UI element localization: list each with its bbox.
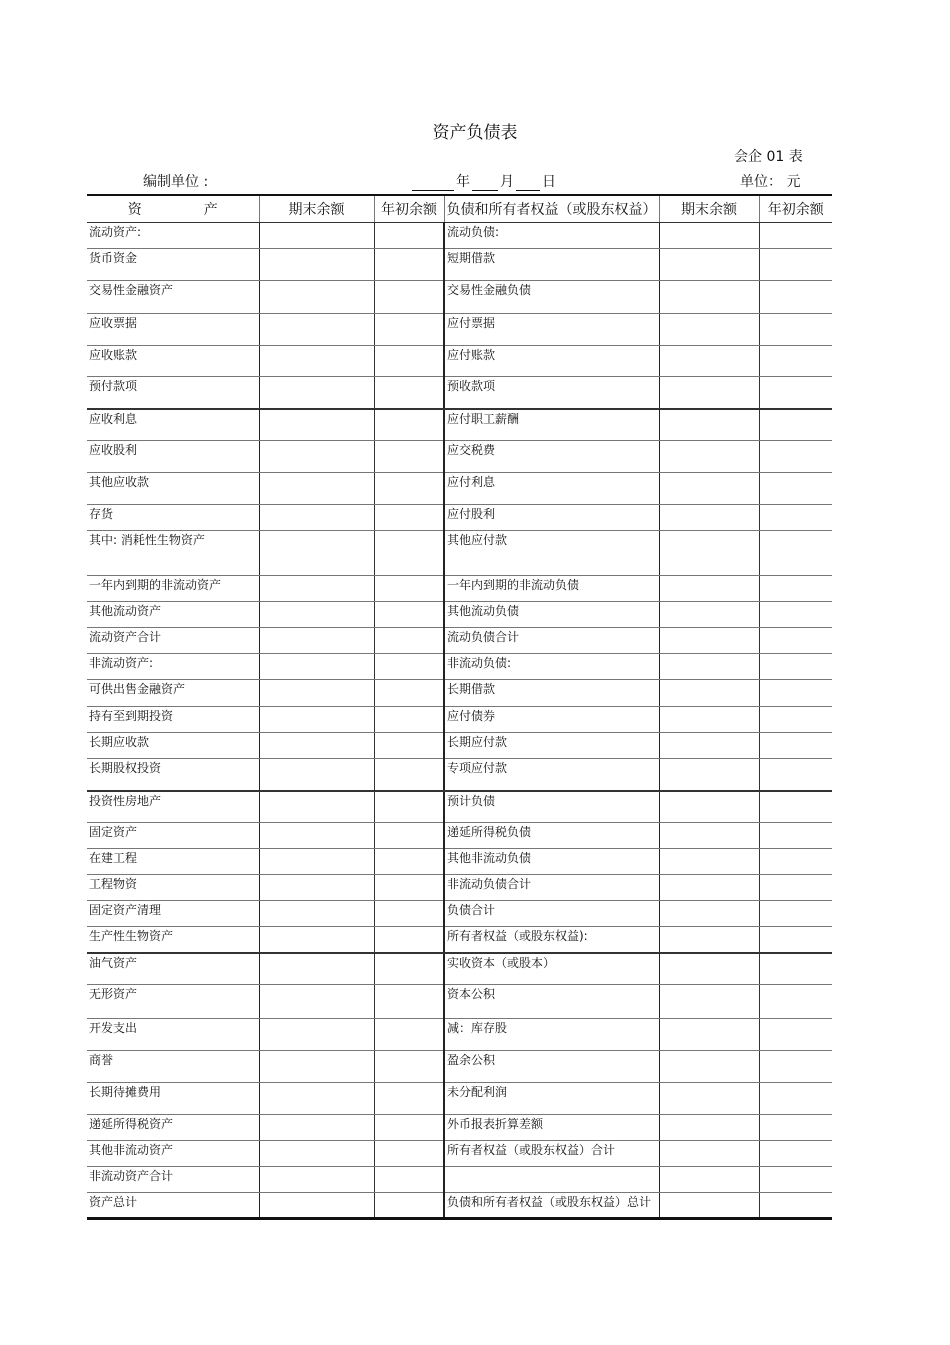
liability-end-balance-cell bbox=[659, 1115, 759, 1141]
asset-end-balance-cell bbox=[259, 377, 374, 409]
table-row bbox=[87, 680, 832, 707]
asset-label: 其他应收款 bbox=[87, 473, 259, 505]
table-row bbox=[87, 531, 832, 576]
liability-begin-balance-cell bbox=[759, 1193, 832, 1219]
liability-end-balance-cell bbox=[659, 654, 759, 680]
table-row bbox=[87, 628, 832, 654]
asset-begin-balance-cell bbox=[374, 628, 444, 654]
liability-end-balance-cell bbox=[659, 927, 759, 953]
table-row bbox=[87, 314, 832, 346]
liability-begin-balance-cell bbox=[759, 346, 832, 377]
table-row bbox=[87, 1115, 832, 1141]
liability-end-balance-cell bbox=[659, 985, 759, 1019]
asset-begin-balance-cell bbox=[374, 249, 444, 281]
liability-label: 其他非流动负债 bbox=[444, 849, 659, 875]
asset-begin-balance-cell bbox=[374, 1193, 444, 1219]
liability-begin-balance-cell bbox=[759, 314, 832, 346]
liability-begin-balance-cell bbox=[759, 849, 832, 875]
liability-end-balance-cell bbox=[659, 875, 759, 901]
liability-label bbox=[444, 1167, 659, 1193]
liability-end-balance-cell bbox=[659, 346, 759, 377]
asset-begin-balance-cell bbox=[374, 733, 444, 759]
asset-end-balance-cell bbox=[259, 602, 374, 628]
liability-end-balance-cell bbox=[659, 576, 759, 602]
asset-label: 流动资产: bbox=[87, 223, 259, 249]
asset-end-balance-cell bbox=[259, 1141, 374, 1167]
asset-end-balance-cell bbox=[259, 223, 374, 249]
col-header-begin-balance-2: 年初余额 bbox=[759, 195, 832, 223]
liability-begin-balance-cell bbox=[759, 409, 832, 441]
liability-begin-balance-cell bbox=[759, 901, 832, 927]
liability-label: 实收资本（或股本） bbox=[444, 953, 659, 985]
liability-begin-balance-cell bbox=[759, 927, 832, 953]
table-row bbox=[87, 1167, 832, 1193]
asset-end-balance-cell bbox=[259, 875, 374, 901]
liability-begin-balance-cell bbox=[759, 377, 832, 409]
table-row bbox=[87, 505, 832, 531]
asset-label: 流动资产合计 bbox=[87, 628, 259, 654]
asset-label: 油气资产 bbox=[87, 953, 259, 985]
liability-begin-balance-cell bbox=[759, 985, 832, 1019]
liability-label: 减：库存股 bbox=[444, 1019, 659, 1051]
asset-end-balance-cell bbox=[259, 1115, 374, 1141]
page-title: 资产负债表 bbox=[432, 123, 518, 143]
liability-label: 盈余公积 bbox=[444, 1051, 659, 1083]
asset-end-balance-cell bbox=[259, 654, 374, 680]
asset-label: 生产性生物资产 bbox=[87, 927, 259, 953]
liability-begin-balance-cell bbox=[759, 1083, 832, 1115]
asset-label: 固定资产 bbox=[87, 823, 259, 849]
asset-begin-balance-cell bbox=[374, 791, 444, 823]
asset-end-balance-cell bbox=[259, 441, 374, 473]
asset-end-balance-cell bbox=[259, 953, 374, 985]
table-body bbox=[87, 223, 832, 1219]
liability-end-balance-cell bbox=[659, 791, 759, 823]
liability-label: 流动负债合计 bbox=[444, 628, 659, 654]
table-row bbox=[87, 823, 832, 849]
table-row bbox=[87, 441, 832, 473]
liability-label: 应付账款 bbox=[444, 346, 659, 377]
asset-label: 货币资金 bbox=[87, 249, 259, 281]
liability-end-balance-cell bbox=[659, 707, 759, 733]
balance-sheet-table bbox=[87, 194, 832, 1220]
asset-end-balance-cell bbox=[259, 409, 374, 441]
liability-label: 应付职工薪酬 bbox=[444, 409, 659, 441]
asset-end-balance-cell bbox=[259, 680, 374, 707]
liability-end-balance-cell bbox=[659, 377, 759, 409]
liability-label: 非流动负债: bbox=[444, 654, 659, 680]
unit-label: 单位： 元 bbox=[740, 174, 801, 190]
table-row bbox=[87, 927, 832, 953]
liability-label: 交易性金融负债 bbox=[444, 281, 659, 314]
table-row bbox=[87, 602, 832, 628]
liability-end-balance-cell bbox=[659, 505, 759, 531]
asset-end-balance-cell bbox=[259, 823, 374, 849]
day-label: 日 bbox=[542, 174, 556, 190]
table-row bbox=[87, 759, 832, 791]
asset-begin-balance-cell bbox=[374, 707, 444, 733]
liability-end-balance-cell bbox=[659, 901, 759, 927]
asset-label: 应收利息 bbox=[87, 409, 259, 441]
liability-label: 应付股利 bbox=[444, 505, 659, 531]
asset-begin-balance-cell bbox=[374, 953, 444, 985]
table-row bbox=[87, 849, 832, 875]
org-label: 编制单位 : bbox=[143, 174, 209, 190]
table-row bbox=[87, 733, 832, 759]
asset-label: 非流动资产: bbox=[87, 654, 259, 680]
liability-label: 应付利息 bbox=[444, 473, 659, 505]
liability-begin-balance-cell bbox=[759, 791, 832, 823]
asset-begin-balance-cell bbox=[374, 473, 444, 505]
asset-begin-balance-cell bbox=[374, 441, 444, 473]
liability-begin-balance-cell bbox=[759, 531, 832, 576]
asset-end-balance-cell bbox=[259, 1083, 374, 1115]
liability-label: 专项应付款 bbox=[444, 759, 659, 791]
asset-label: 商誉 bbox=[87, 1051, 259, 1083]
liability-label: 其他应付款 bbox=[444, 531, 659, 576]
asset-begin-balance-cell bbox=[374, 1083, 444, 1115]
liability-label: 未分配利润 bbox=[444, 1083, 659, 1115]
asset-end-balance-cell bbox=[259, 531, 374, 576]
liability-begin-balance-cell bbox=[759, 823, 832, 849]
month-label: 月 bbox=[500, 174, 514, 190]
asset-label: 资产总计 bbox=[87, 1193, 259, 1219]
asset-begin-balance-cell bbox=[374, 314, 444, 346]
asset-begin-balance-cell bbox=[374, 759, 444, 791]
asset-label: 在建工程 bbox=[87, 849, 259, 875]
asset-label: 持有至到期投资 bbox=[87, 707, 259, 733]
asset-end-balance-cell bbox=[259, 901, 374, 927]
asset-end-balance-cell bbox=[259, 1193, 374, 1219]
liability-end-balance-cell bbox=[659, 849, 759, 875]
liability-end-balance-cell bbox=[659, 823, 759, 849]
liability-label: 所有者权益（或股东权益）合计 bbox=[444, 1141, 659, 1167]
table-row bbox=[87, 377, 832, 409]
asset-begin-balance-cell bbox=[374, 505, 444, 531]
asset-end-balance-cell bbox=[259, 249, 374, 281]
liability-begin-balance-cell bbox=[759, 1167, 832, 1193]
asset-begin-balance-cell bbox=[374, 602, 444, 628]
liability-end-balance-cell bbox=[659, 1083, 759, 1115]
liability-begin-balance-cell bbox=[759, 249, 832, 281]
liability-begin-balance-cell bbox=[759, 733, 832, 759]
liability-end-balance-cell bbox=[659, 602, 759, 628]
asset-end-balance-cell bbox=[259, 1167, 374, 1193]
liability-label: 负债合计 bbox=[444, 901, 659, 927]
liability-begin-balance-cell bbox=[759, 654, 832, 680]
liability-begin-balance-cell bbox=[759, 1115, 832, 1141]
liability-end-balance-cell bbox=[659, 441, 759, 473]
liability-end-balance-cell bbox=[659, 314, 759, 346]
year-blank bbox=[412, 174, 454, 191]
table-row bbox=[87, 985, 832, 1019]
liability-label: 流动负债: bbox=[444, 223, 659, 249]
table-header-row bbox=[87, 195, 832, 223]
asset-begin-balance-cell bbox=[374, 1019, 444, 1051]
asset-label: 递延所得税资产 bbox=[87, 1115, 259, 1141]
liability-end-balance-cell bbox=[659, 1141, 759, 1167]
asset-label: 可供出售金融资产 bbox=[87, 680, 259, 707]
liability-label: 所有者权益（或股东权益): bbox=[444, 927, 659, 953]
asset-label: 长期应收款 bbox=[87, 733, 259, 759]
table-row bbox=[87, 654, 832, 680]
table-row bbox=[87, 1193, 832, 1219]
liability-label: 短期借款 bbox=[444, 249, 659, 281]
table-row bbox=[87, 1051, 832, 1083]
asset-label: 开发支出 bbox=[87, 1019, 259, 1051]
liability-end-balance-cell bbox=[659, 759, 759, 791]
day-blank bbox=[516, 174, 540, 191]
asset-end-balance-cell bbox=[259, 1051, 374, 1083]
liability-end-balance-cell bbox=[659, 249, 759, 281]
liability-label: 应付债券 bbox=[444, 707, 659, 733]
asset-begin-balance-cell bbox=[374, 531, 444, 576]
asset-begin-balance-cell bbox=[374, 409, 444, 441]
liability-label: 非流动负债合计 bbox=[444, 875, 659, 901]
asset-begin-balance-cell bbox=[374, 223, 444, 249]
liability-label: 应交税费 bbox=[444, 441, 659, 473]
col-header-end-balance-2: 期末余额 bbox=[659, 195, 759, 223]
asset-begin-balance-cell bbox=[374, 901, 444, 927]
asset-begin-balance-cell bbox=[374, 1115, 444, 1141]
asset-label: 非流动资产合计 bbox=[87, 1167, 259, 1193]
liability-begin-balance-cell bbox=[759, 281, 832, 314]
asset-end-balance-cell bbox=[259, 628, 374, 654]
asset-begin-balance-cell bbox=[374, 927, 444, 953]
asset-end-balance-cell bbox=[259, 505, 374, 531]
asset-begin-balance-cell bbox=[374, 1051, 444, 1083]
liability-end-balance-cell bbox=[659, 733, 759, 759]
asset-begin-balance-cell bbox=[374, 576, 444, 602]
asset-label: 长期股权投资 bbox=[87, 759, 259, 791]
asset-end-balance-cell bbox=[259, 314, 374, 346]
col-header-begin-balance: 年初余额 bbox=[374, 195, 444, 223]
liability-end-balance-cell bbox=[659, 953, 759, 985]
date-line bbox=[412, 171, 558, 191]
liability-begin-balance-cell bbox=[759, 1051, 832, 1083]
asset-label: 其中: 消耗性生物资产 bbox=[87, 531, 259, 576]
liability-begin-balance-cell bbox=[759, 707, 832, 733]
liability-end-balance-cell bbox=[659, 1019, 759, 1051]
table-row bbox=[87, 791, 832, 823]
asset-begin-balance-cell bbox=[374, 875, 444, 901]
liability-begin-balance-cell bbox=[759, 473, 832, 505]
year-label: 年 bbox=[456, 174, 470, 190]
asset-end-balance-cell bbox=[259, 849, 374, 875]
table-row bbox=[87, 953, 832, 985]
liability-label: 其他流动负债 bbox=[444, 602, 659, 628]
asset-begin-balance-cell bbox=[374, 1141, 444, 1167]
asset-end-balance-cell bbox=[259, 791, 374, 823]
asset-label: 应收票据 bbox=[87, 314, 259, 346]
liability-label: 负债和所有者权益（或股东权益）总计 bbox=[444, 1193, 659, 1219]
asset-end-balance-cell bbox=[259, 473, 374, 505]
asset-end-balance-cell bbox=[259, 346, 374, 377]
table-row bbox=[87, 1141, 832, 1167]
asset-end-balance-cell bbox=[259, 759, 374, 791]
liability-label: 长期应付款 bbox=[444, 733, 659, 759]
liability-end-balance-cell bbox=[659, 531, 759, 576]
liability-begin-balance-cell bbox=[759, 759, 832, 791]
liability-begin-balance-cell bbox=[759, 875, 832, 901]
liability-label: 外币报表折算差额 bbox=[444, 1115, 659, 1141]
asset-label: 其他非流动资产 bbox=[87, 1141, 259, 1167]
liability-end-balance-cell bbox=[659, 680, 759, 707]
asset-label: 投资性房地产 bbox=[87, 791, 259, 823]
table-row bbox=[87, 875, 832, 901]
asset-begin-balance-cell bbox=[374, 680, 444, 707]
asset-end-balance-cell bbox=[259, 707, 374, 733]
liability-end-balance-cell bbox=[659, 1051, 759, 1083]
asset-end-balance-cell bbox=[259, 281, 374, 314]
asset-label: 存货 bbox=[87, 505, 259, 531]
table-row bbox=[87, 409, 832, 441]
asset-begin-balance-cell bbox=[374, 823, 444, 849]
asset-begin-balance-cell bbox=[374, 849, 444, 875]
liability-end-balance-cell bbox=[659, 281, 759, 314]
col-header-assets: 资 产 bbox=[87, 195, 259, 223]
table-row bbox=[87, 346, 832, 377]
table-row bbox=[87, 249, 832, 281]
asset-end-balance-cell bbox=[259, 985, 374, 1019]
asset-label: 长期待摊费用 bbox=[87, 1083, 259, 1115]
liability-end-balance-cell bbox=[659, 409, 759, 441]
liability-begin-balance-cell bbox=[759, 441, 832, 473]
table-row bbox=[87, 901, 832, 927]
liability-end-balance-cell bbox=[659, 1167, 759, 1193]
table-row bbox=[87, 223, 832, 249]
asset-label: 其他流动资产 bbox=[87, 602, 259, 628]
liability-begin-balance-cell bbox=[759, 576, 832, 602]
asset-begin-balance-cell bbox=[374, 654, 444, 680]
liability-begin-balance-cell bbox=[759, 680, 832, 707]
liability-label: 一年内到期的非流动负债 bbox=[444, 576, 659, 602]
table-row bbox=[87, 707, 832, 733]
asset-begin-balance-cell bbox=[374, 985, 444, 1019]
asset-end-balance-cell bbox=[259, 733, 374, 759]
col-header-end-balance: 期末余额 bbox=[259, 195, 374, 223]
asset-begin-balance-cell bbox=[374, 346, 444, 377]
liability-end-balance-cell bbox=[659, 1193, 759, 1219]
asset-label: 应收股利 bbox=[87, 441, 259, 473]
asset-end-balance-cell bbox=[259, 576, 374, 602]
asset-end-balance-cell bbox=[259, 927, 374, 953]
liability-begin-balance-cell bbox=[759, 602, 832, 628]
table-row bbox=[87, 473, 832, 505]
asset-label: 工程物资 bbox=[87, 875, 259, 901]
table-row bbox=[87, 576, 832, 602]
liability-label: 资本公积 bbox=[444, 985, 659, 1019]
asset-label: 固定资产清理 bbox=[87, 901, 259, 927]
table-row bbox=[87, 281, 832, 314]
asset-begin-balance-cell bbox=[374, 1167, 444, 1193]
liability-begin-balance-cell bbox=[759, 1141, 832, 1167]
asset-label: 无形资产 bbox=[87, 985, 259, 1019]
liability-end-balance-cell bbox=[659, 628, 759, 654]
liability-end-balance-cell bbox=[659, 223, 759, 249]
table-row bbox=[87, 1019, 832, 1051]
asset-begin-balance-cell bbox=[374, 377, 444, 409]
liability-begin-balance-cell bbox=[759, 628, 832, 654]
asset-label: 预付款项 bbox=[87, 377, 259, 409]
liability-begin-balance-cell bbox=[759, 223, 832, 249]
liability-label: 长期借款 bbox=[444, 680, 659, 707]
col-header-liabilities-equity: 负债和所有者权益（或股东权益） bbox=[444, 195, 659, 223]
asset-end-balance-cell bbox=[259, 1019, 374, 1051]
liability-label: 应付票据 bbox=[444, 314, 659, 346]
liability-label: 递延所得税负债 bbox=[444, 823, 659, 849]
table-row bbox=[87, 1083, 832, 1115]
liability-label: 预计负债 bbox=[444, 791, 659, 823]
liability-begin-balance-cell bbox=[759, 1019, 832, 1051]
liability-label: 预收款项 bbox=[444, 377, 659, 409]
asset-label: 一年内到期的非流动资产 bbox=[87, 576, 259, 602]
month-blank bbox=[472, 174, 498, 191]
form-code: 会企 01 表 bbox=[734, 149, 803, 165]
liability-end-balance-cell bbox=[659, 473, 759, 505]
asset-label: 交易性金融资产 bbox=[87, 281, 259, 314]
asset-begin-balance-cell bbox=[374, 281, 444, 314]
liability-begin-balance-cell bbox=[759, 505, 832, 531]
asset-label: 应收账款 bbox=[87, 346, 259, 377]
liability-begin-balance-cell bbox=[759, 953, 832, 985]
